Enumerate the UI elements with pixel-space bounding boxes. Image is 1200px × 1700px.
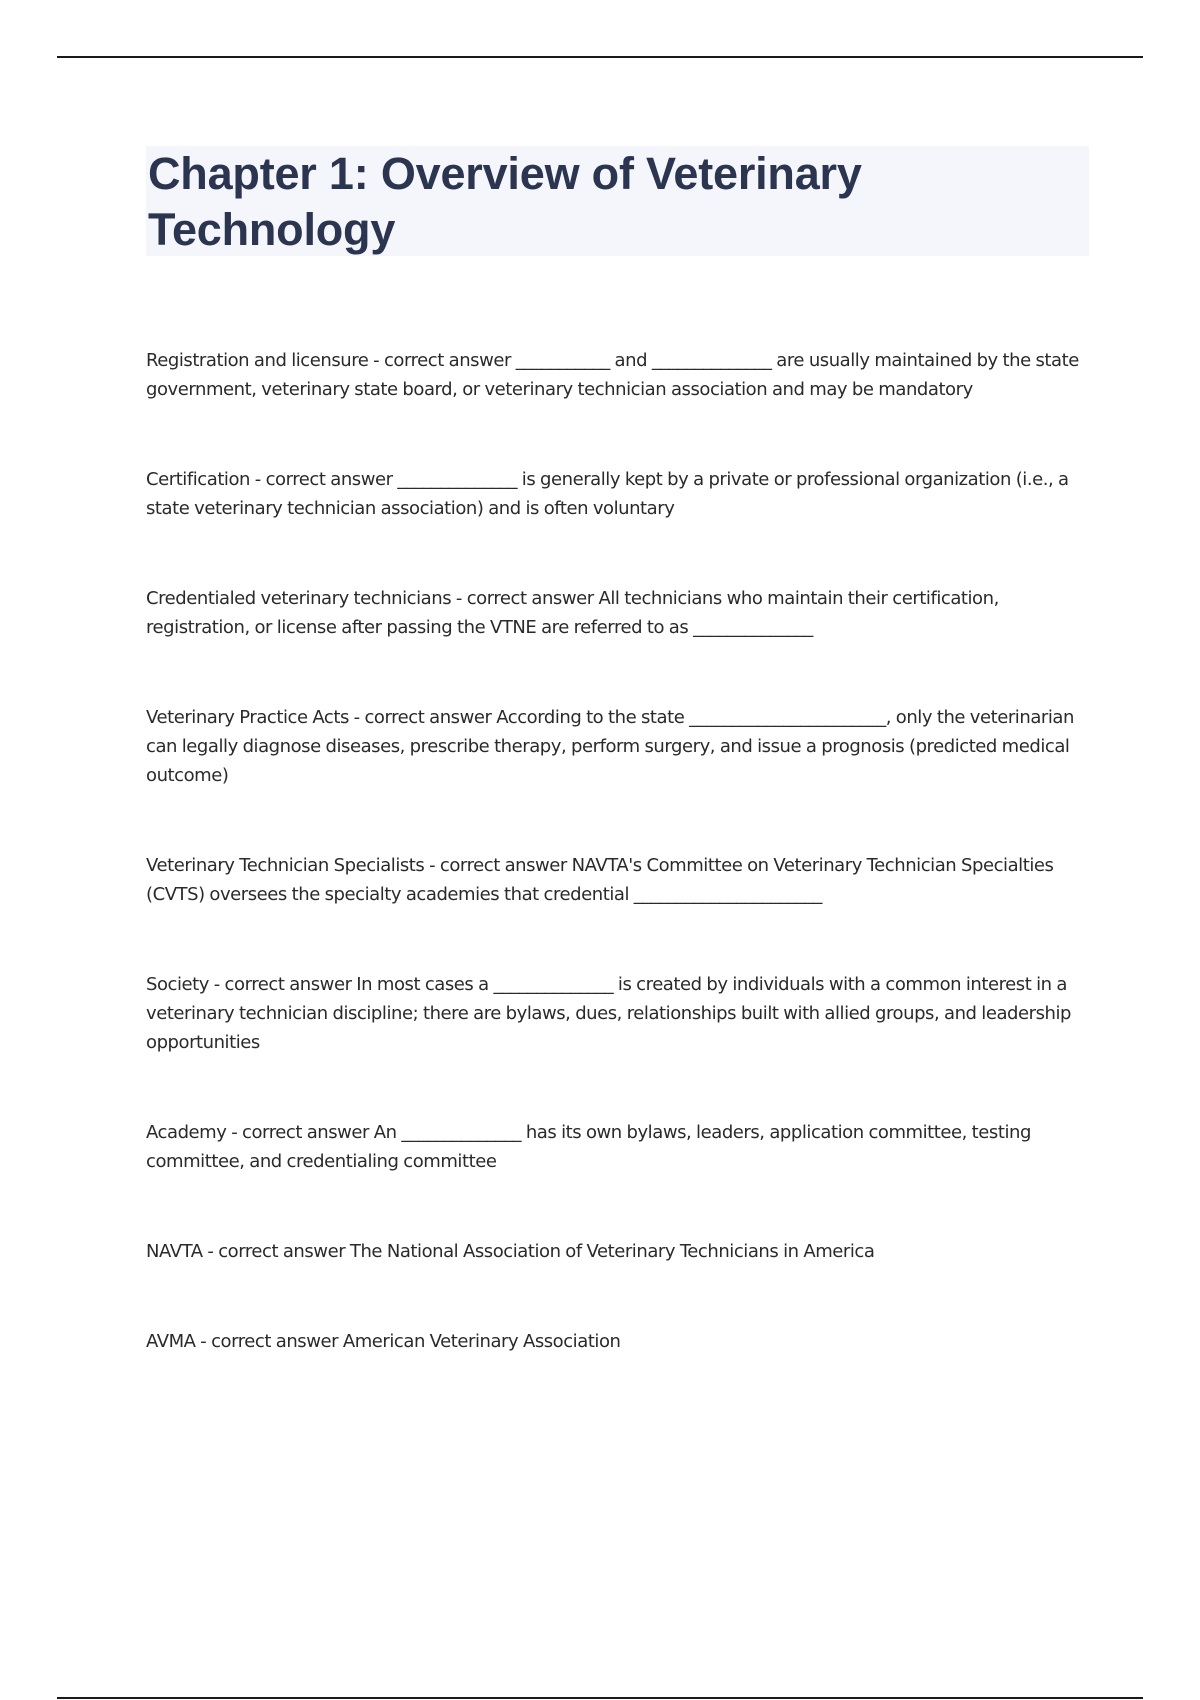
title-block [146,146,1089,256]
list-item: Society - correct answer In most cases a ______________ is created by individuals with a common interest in a veterinary technician discipline; there are bylaws, dues, relationships built with allied groups, and leadership opportunities [146,974,1072,1053]
list-item: Credentialed veterinary technicians - correct answer All technicians who maintain their certification, registration, or license after passing the VTNE are referred to as ______________ [146,588,999,638]
list-item: Veterinary Practice Acts - correct answer According to the state _______________________, only the veterinarian can legally diagnose diseases, prescribe therapy, perform surgery, and issue a prognosis (predicted medical outcome) [146,707,1074,786]
flashcard-list [146,346,1086,1356]
list-item: Certification - correct answer ______________ is generally kept by a private or professional organization (i.e., a state veterinary technician association) and is often voluntary [146,469,1069,519]
bottom-rule [57,1697,1143,1699]
top-rule [57,56,1143,58]
list-item: NAVTA - correct answer The National Association of Veterinary Technicians in America [146,1241,875,1262]
page-title: Chapter 1: Overview of Veterinary Technology [148,148,862,255]
list-item: Veterinary Technician Specialists - correct answer NAVTA's Committee on Veterinary Technician Specialties (CVTS) oversees the specialty academies that credential ______________________ [146,855,1054,905]
list-item: Academy - correct answer An ______________ has its own bylaws, leaders, application committee, testing committee, and credentialing committee [146,1122,1031,1172]
list-item: Registration and licensure - correct answer ___________ and ______________ are usually maintained by the state government, veterinary state board, or veterinary technician association and may be mandatory [146,350,1079,400]
list-item: AVMA - correct answer American Veterinary Association [146,1331,621,1352]
